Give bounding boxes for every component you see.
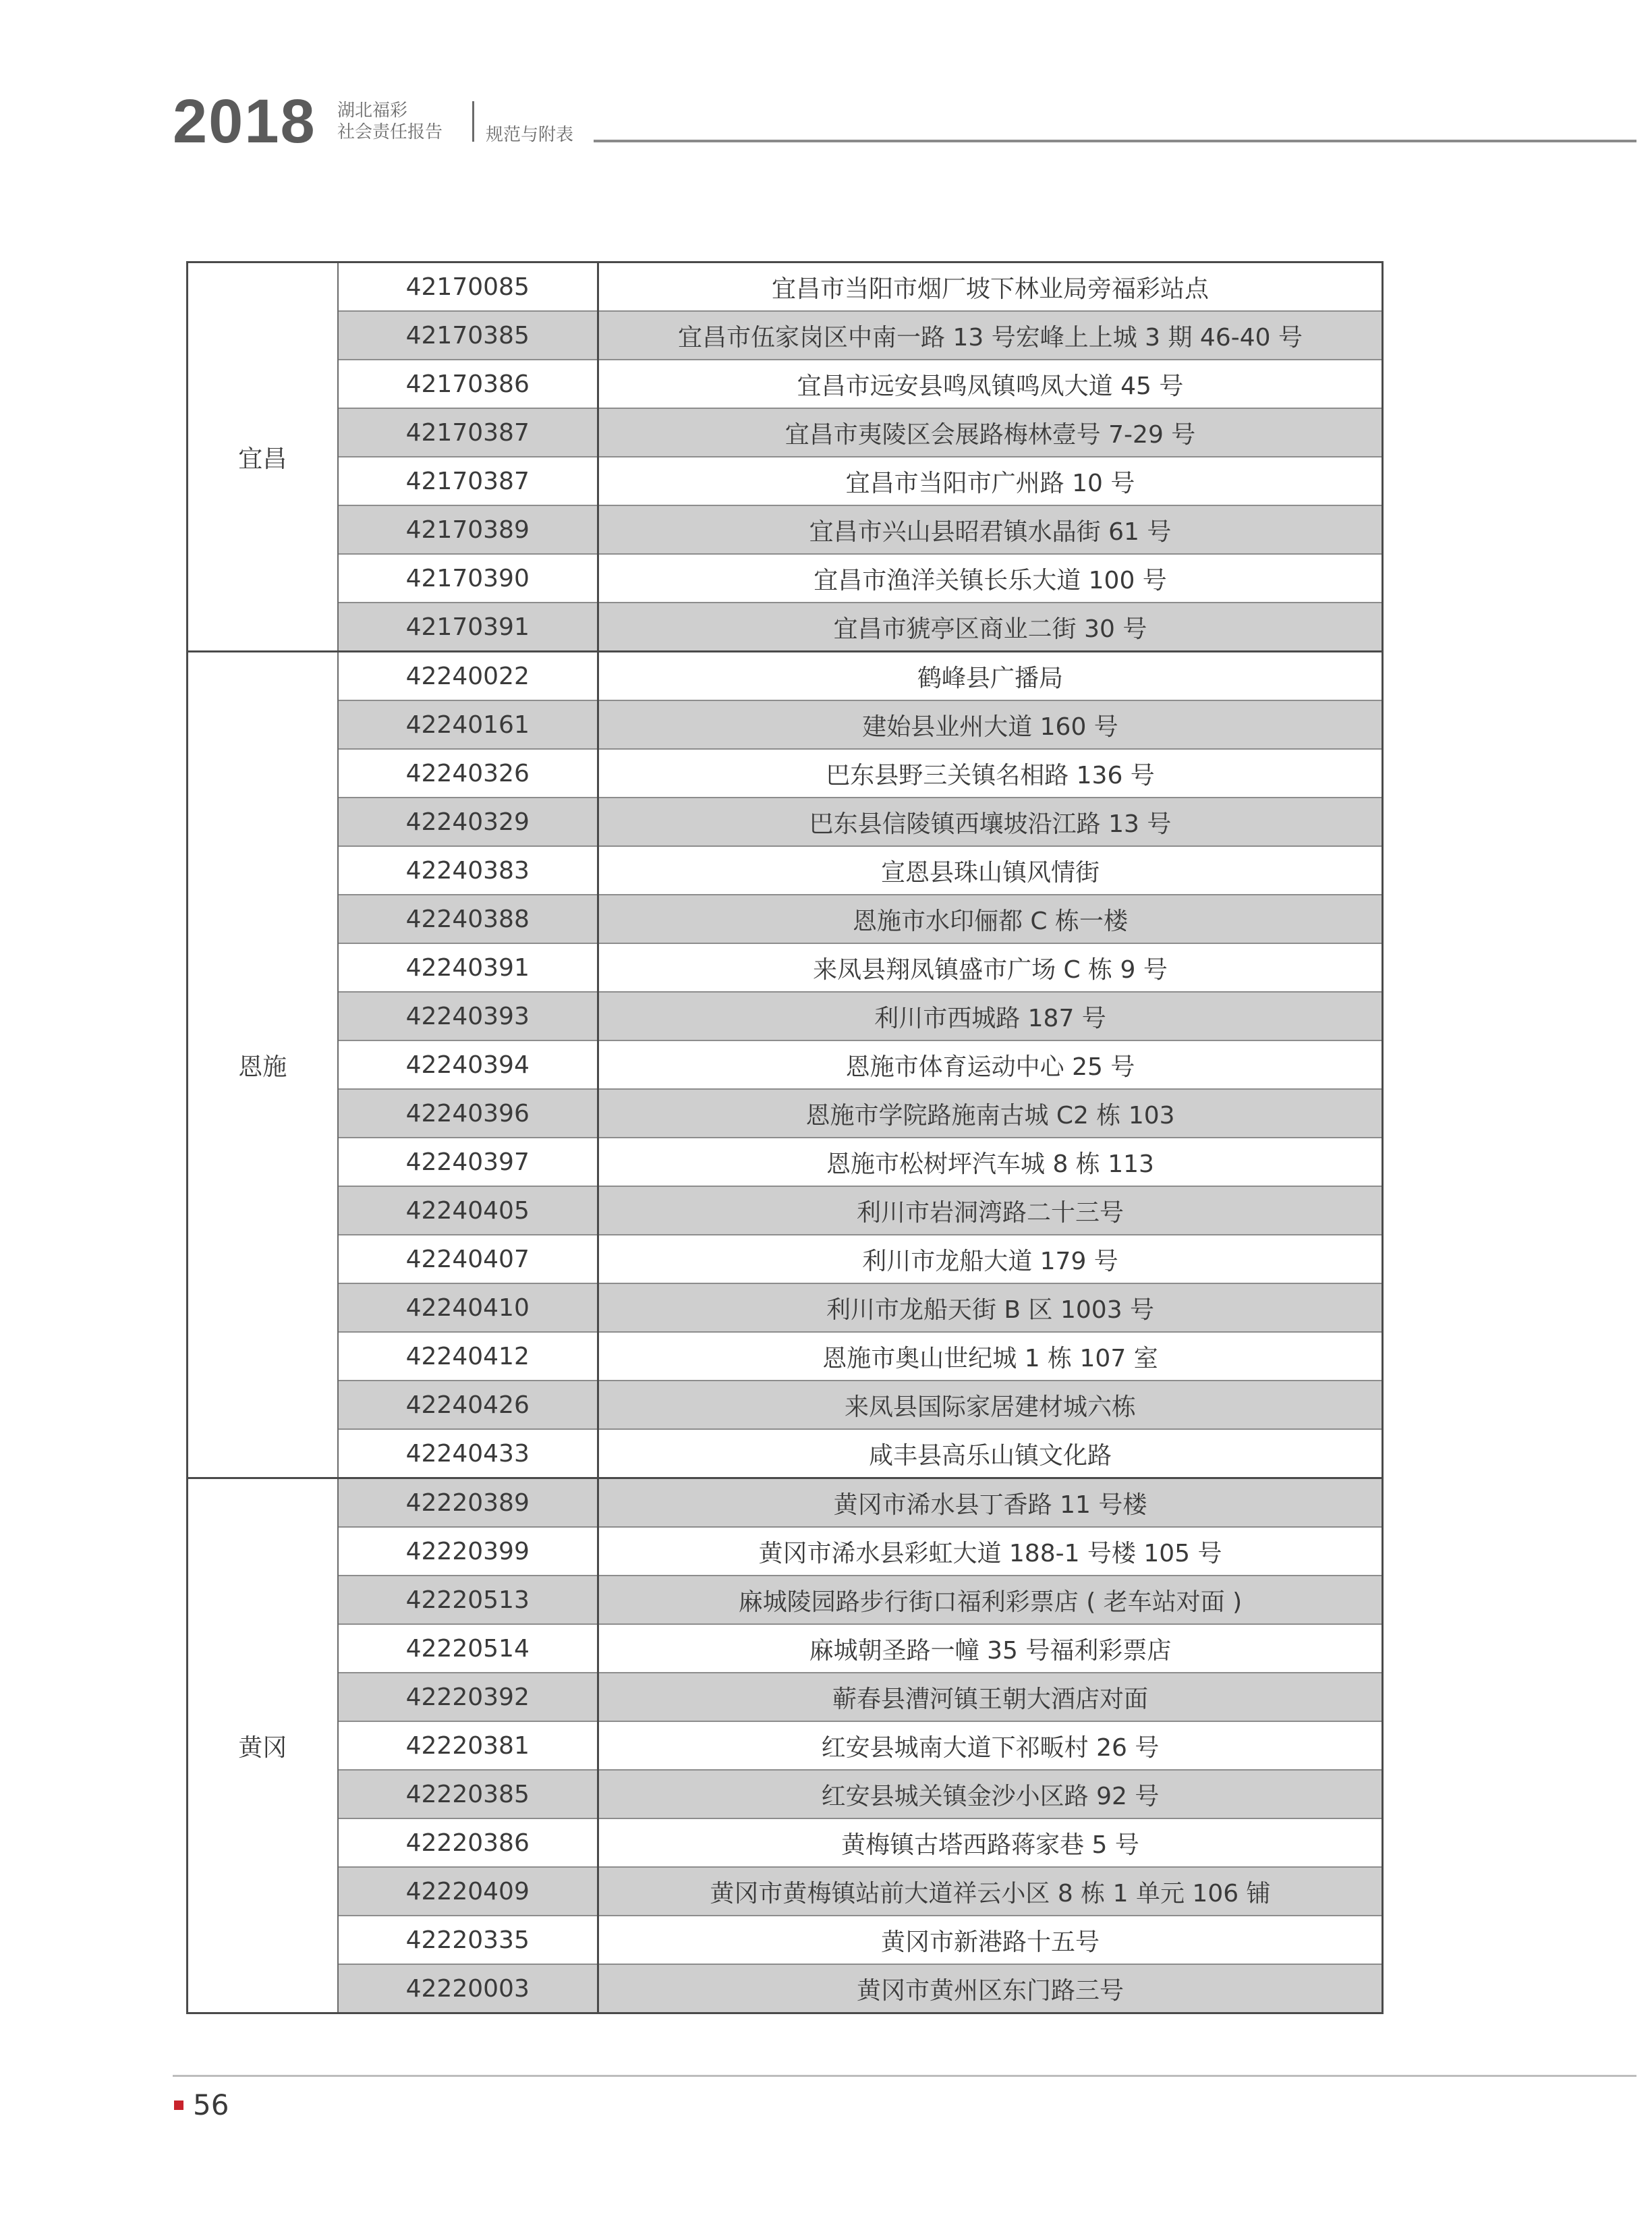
station-address-cell: 咸丰县高乐山镇文化路 (598, 1429, 1383, 1478)
report-title (337, 100, 443, 143)
station-address-cell: 利川市龙船天街 B 区 1003 号 (598, 1283, 1383, 1332)
station-address-cell: 利川市西城路 187 号 (598, 992, 1383, 1040)
station-code-cell: 42240426 (338, 1381, 598, 1429)
station-code-cell: 42240396 (338, 1089, 598, 1138)
station-table-body (188, 262, 1383, 2013)
station-code-cell: 42240326 (338, 749, 598, 798)
station-code-cell: 42170387 (338, 408, 598, 457)
table-row (188, 1429, 1383, 1478)
footer-rule (173, 2075, 1636, 2077)
table-row (188, 1721, 1383, 1770)
table-row (188, 1186, 1383, 1235)
station-code-cell: 42240393 (338, 992, 598, 1040)
header-rule (594, 140, 1636, 142)
table-row (188, 360, 1383, 408)
station-address-cell: 黄冈市黄梅镇站前大道祥云小区 8 栋 1 单元 106 铺 (598, 1867, 1383, 1916)
station-code-cell: 42220513 (338, 1576, 598, 1624)
station-code-cell: 42240397 (338, 1138, 598, 1186)
station-code-cell: 42220399 (338, 1527, 598, 1576)
station-address-cell: 恩施市奥山世纪城 1 栋 107 室 (598, 1332, 1383, 1381)
table-row (188, 1527, 1383, 1576)
table-row (188, 1089, 1383, 1138)
station-address-cell: 宜昌市猇亭区商业二街 30 号 (598, 603, 1383, 652)
table-row (188, 1478, 1383, 1528)
station-address-cell: 黄冈市黄州区东门路三号 (598, 1964, 1383, 2013)
page-marker (174, 2100, 183, 2110)
station-address-cell: 蕲春县漕河镇王朝大酒店对面 (598, 1673, 1383, 1721)
station-address-cell: 来凤县国际家居建材城六栋 (598, 1381, 1383, 1429)
table-row (188, 1381, 1383, 1429)
station-code-cell: 42170387 (338, 457, 598, 505)
station-code-cell: 42170389 (338, 505, 598, 554)
table-row (188, 1576, 1383, 1624)
table-row (188, 1040, 1383, 1089)
station-code-cell: 42170386 (338, 360, 598, 408)
table-row (188, 798, 1383, 846)
station-code-cell: 42170385 (338, 311, 598, 360)
table-row (188, 846, 1383, 895)
station-code-cell: 42220392 (338, 1673, 598, 1721)
station-address-cell: 黄冈市浠水县丁香路 11 号楼 (598, 1478, 1383, 1528)
station-address-cell: 宜昌市夷陵区会展路梅林壹号 7-29 号 (598, 408, 1383, 457)
station-address-cell: 宜昌市兴山县昭君镇水晶街 61 号 (598, 505, 1383, 554)
station-address-cell: 恩施市学院路施南古城 C2 栋 103 (598, 1089, 1383, 1138)
station-address-cell: 麻城朝圣路一幢 35 号福利彩票店 (598, 1624, 1383, 1673)
table-row (188, 1818, 1383, 1867)
station-code-cell: 42240433 (338, 1429, 598, 1478)
table-row (188, 1283, 1383, 1332)
station-code-cell: 42220335 (338, 1916, 598, 1964)
station-code-cell: 42240407 (338, 1235, 598, 1283)
table-row (188, 262, 1383, 312)
table-row (188, 554, 1383, 603)
station-address-cell: 巴东县野三关镇名相路 136 号 (598, 749, 1383, 798)
station-code-cell: 42170085 (338, 262, 598, 312)
station-address-cell: 红安县城南大道下祁畈村 26 号 (598, 1721, 1383, 1770)
station-code-cell: 42220389 (338, 1478, 598, 1528)
station-address-cell: 鹤峰县广播局 (598, 652, 1383, 701)
table-row (188, 749, 1383, 798)
station-code-cell: 42220381 (338, 1721, 598, 1770)
station-address-cell: 宣恩县珠山镇风情街 (598, 846, 1383, 895)
station-code-cell: 42240022 (338, 652, 598, 701)
station-code-cell: 42170390 (338, 554, 598, 603)
region-cell: 黄冈 (188, 1478, 338, 2013)
station-address-cell: 恩施市体育运动中心 25 号 (598, 1040, 1383, 1089)
page-number: 56 (193, 2088, 229, 2121)
header-separator (472, 101, 474, 142)
station-address-cell: 利川市岩洞湾路二十三号 (598, 1186, 1383, 1235)
table-row (188, 1235, 1383, 1283)
station-address-cell: 巴东县信陵镇西壤坡沿江路 13 号 (598, 798, 1383, 846)
region-cell: 恩施 (188, 652, 338, 1478)
station-code-cell: 42220409 (338, 1867, 598, 1916)
table-row (188, 1673, 1383, 1721)
station-address-cell: 麻城陵园路步行街口福利彩票店 ( 老车站对面 ) (598, 1576, 1383, 1624)
table-row (188, 992, 1383, 1040)
station-code-cell: 42240161 (338, 700, 598, 749)
station-address-cell: 红安县城关镇金沙小区路 92 号 (598, 1770, 1383, 1818)
table-row (188, 1624, 1383, 1673)
station-address-cell: 黄冈市新港路十五号 (598, 1916, 1383, 1964)
station-address-cell: 宜昌市伍家岗区中南一路 13 号宏峰上上城 3 期 46-40 号 (598, 311, 1383, 360)
station-address-table (186, 261, 1384, 2014)
station-code-cell: 42220385 (338, 1770, 598, 1818)
report-title-line2: 社会责任报告 (337, 122, 443, 142)
table-row (188, 311, 1383, 360)
station-address-cell: 黄冈市浠水县彩虹大道 188-1 号楼 105 号 (598, 1527, 1383, 1576)
station-address-cell: 建始县业州大道 160 号 (598, 700, 1383, 749)
station-address-cell: 利川市龙船大道 179 号 (598, 1235, 1383, 1283)
table-row (188, 943, 1383, 992)
station-address-cell: 黄梅镇古塔西路蒋家巷 5 号 (598, 1818, 1383, 1867)
station-code-cell: 42220386 (338, 1818, 598, 1867)
station-address-cell: 恩施市水印俪都 C 栋一楼 (598, 895, 1383, 943)
station-address-cell: 来凤县翔凤镇盛市广场 C 栋 9 号 (598, 943, 1383, 992)
table-row (188, 1770, 1383, 1818)
report-title-line1: 湖北福彩 (337, 101, 408, 121)
table-row (188, 1916, 1383, 1964)
table-row (188, 1964, 1383, 2013)
table-row (188, 1867, 1383, 1916)
table-row (188, 652, 1383, 701)
table-row (188, 603, 1383, 652)
table-row (188, 1138, 1383, 1186)
table-row (188, 505, 1383, 554)
station-address-cell: 宜昌市渔洋关镇长乐大道 100 号 (598, 554, 1383, 603)
station-code-cell: 42240388 (338, 895, 598, 943)
station-code-cell: 42240329 (338, 798, 598, 846)
table-row (188, 895, 1383, 943)
table-row (188, 408, 1383, 457)
station-code-cell: 42240383 (338, 846, 598, 895)
table-row (188, 1332, 1383, 1381)
station-address-cell: 恩施市松树坪汽车城 8 栋 113 (598, 1138, 1383, 1186)
station-code-cell: 42170391 (338, 603, 598, 652)
station-address-cell: 宜昌市当阳市烟厂坡下林业局旁福彩站点 (598, 262, 1383, 312)
station-code-cell: 42220514 (338, 1624, 598, 1673)
station-code-cell: 42240405 (338, 1186, 598, 1235)
station-code-cell: 42220003 (338, 1964, 598, 2013)
station-code-cell: 42240410 (338, 1283, 598, 1332)
report-year: 2018 (173, 87, 316, 156)
station-address-cell: 宜昌市当阳市广州路 10 号 (598, 457, 1383, 505)
station-code-cell: 42240412 (338, 1332, 598, 1381)
station-code-cell: 42240394 (338, 1040, 598, 1089)
table-row (188, 700, 1383, 749)
table-row (188, 457, 1383, 505)
station-address-cell: 宜昌市远安县鸣凤镇鸣凤大道 45 号 (598, 360, 1383, 408)
station-code-cell: 42240391 (338, 943, 598, 992)
region-cell: 宜昌 (188, 262, 338, 652)
section-title: 规范与附表 (486, 125, 574, 145)
